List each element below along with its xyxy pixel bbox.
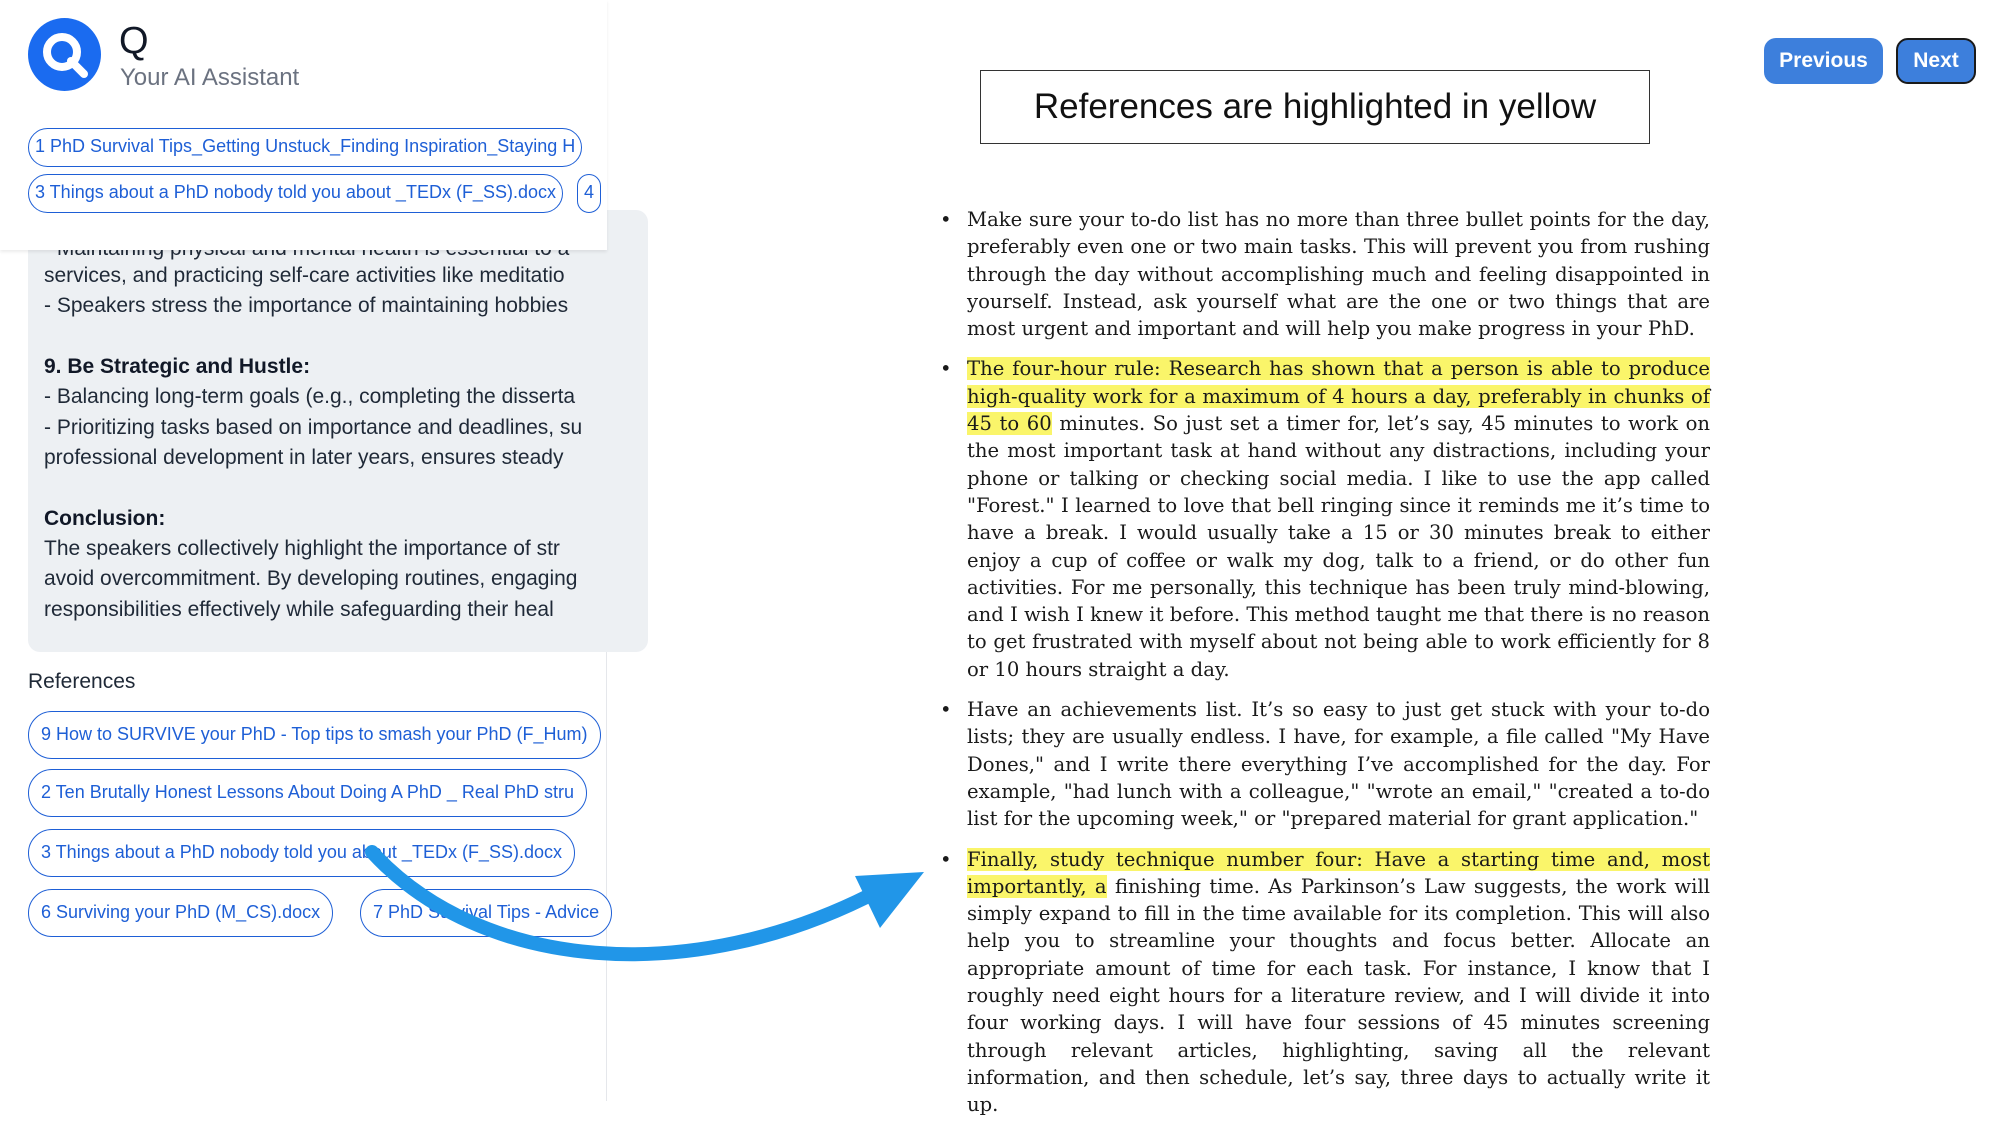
bullet-text: minutes. So just set a timer for, let’s say, 45 minutes to work on the most important task at hand without any distractions, including your phone or talking or checking social media. I like to use the app called "Forest." I learned to love that bell ringing since it reminds me it’s time to have a break. I would usually take a 15 or 30 minutes break to either enjoy a cup of coffee or walk my dog, talk to a friend, or do other fun activities. For me personally, this technique has been truly mind-blowing, and I wish I knew it before. This method taught me that there is no reason to get frustrated with myself about not being able to work efficiently for 8 or 10 hours straight a day. xyxy=(967,412,1711,681)
reference-chip[interactable]: 7 PhD Survival Tips - Advice xyxy=(360,889,612,937)
reference-chip[interactable]: 6 Surviving your PhD (M_CS).docx xyxy=(28,889,333,937)
summary-line: The speakers collectively highlight the importance of str xyxy=(44,537,560,560)
conclusion-heading: Conclusion: xyxy=(44,507,166,530)
app-subtitle: Your AI Assistant xyxy=(120,64,300,91)
source-chip[interactable]: 3 Things about a PhD nobody told you about _TEDx (F_SS).docx xyxy=(28,174,563,213)
summary-line: - Balancing long-term goals (e.g., completing the disserta xyxy=(44,385,576,408)
summary-line: avoid overcommitment. By developing routines, engaging xyxy=(44,567,578,590)
reference-chip[interactable]: 2 Ten Brutally Honest Lessons About Doing A PhD _ Real PhD stru xyxy=(28,769,587,817)
references-title: References xyxy=(28,670,136,693)
document-bullet xyxy=(940,206,1710,342)
document-bullet xyxy=(940,355,1710,683)
summary-line: responsibilities effectively while safeguarding their heal xyxy=(44,598,554,621)
bullet-text: finishing time. As Parkinson’s Law suggests, the work will simply expand to fill in the time available for its completion. This will also help you to streamline your thoughts and focus better. Allocate an appropriate amount of time for each task. For instance, I know that I roughly need eight hours for a literature review, and I will divide it into four working days. I will have four sessions of 45 minutes screening through relevant articles, highlighting, saving all the relevant information, and then schedule, let’s say, three days to actually write it up. xyxy=(967,874,1710,1117)
bullet-text: Make sure your to-do list has no more than three bullet points for the day, preferably even one or two main tasks. This will prevent you from rushing through the day without accomplishing much and feeling disappointed in yourself. Instead, ask yourself what are the one or two things that are most urgent and important and will help you make progress in your PhD. xyxy=(967,208,1710,341)
search-q-icon xyxy=(28,18,101,91)
summary-line: - Prioritizing tasks based on importance and deadlines, su xyxy=(44,416,583,439)
reference-chip[interactable]: 9 How to SURVIVE your PhD - Top tips to smash your PhD (F_Hum) xyxy=(28,711,601,759)
bullet-dot: • xyxy=(940,208,952,231)
app-title: Q xyxy=(119,20,149,62)
summary-line: - Speakers stress the importance of maintaining hobbies xyxy=(44,294,569,317)
document-bullet xyxy=(940,846,1710,1119)
section-heading: 9. Be Strategic and Hustle: xyxy=(44,355,311,378)
highlighted-reference: The four-hour rule: Research has shown that a person is able to produce high-quality work for a maximum of 4 hours a day, preferably in chunks of 45 to 60 xyxy=(967,357,1710,436)
source-chip[interactable]: 1 PhD Survival Tips_Getting Unstuck_Finding Inspiration_Staying H xyxy=(28,128,582,167)
highlight-notice: References are highlighted in yellow xyxy=(980,70,1650,144)
document-bullet xyxy=(940,696,1710,832)
app-header xyxy=(0,0,607,250)
summary-card xyxy=(28,210,648,652)
curved-arrow-icon xyxy=(360,840,940,1000)
source-chip[interactable]: 4 xyxy=(577,174,601,213)
bullet-dot: • xyxy=(940,698,952,722)
next-button[interactable]: Next xyxy=(1896,38,1976,84)
reference-chip[interactable]: 3 Things about a PhD nobody told you about _TEDx (F_SS).docx xyxy=(28,829,575,877)
bullet-dot: • xyxy=(940,847,952,871)
summary-line: professional development in later years, ensures steady xyxy=(44,446,564,469)
highlighted-reference: Finally, study technique number four: Have a starting time and, most importantly, a xyxy=(967,847,1710,898)
summary-line: services, and practicing self-care activities like meditatio xyxy=(44,264,565,287)
bullet-dot: • xyxy=(940,357,952,381)
previous-button[interactable]: Previous xyxy=(1764,38,1883,84)
document-excerpt xyxy=(940,206,1710,1132)
bullet-text: Have an achievements list. It’s so easy to just get stuck with your to-do lists; they are usually endless. I have, for example, a file called "My Have Dones," and I write there everything I’ve accomplished for the day. For example, "had lunch with a colleague," "wrote an email," "created a to-do list for the upcoming week," or "prepared material for grant application." xyxy=(967,698,1710,831)
